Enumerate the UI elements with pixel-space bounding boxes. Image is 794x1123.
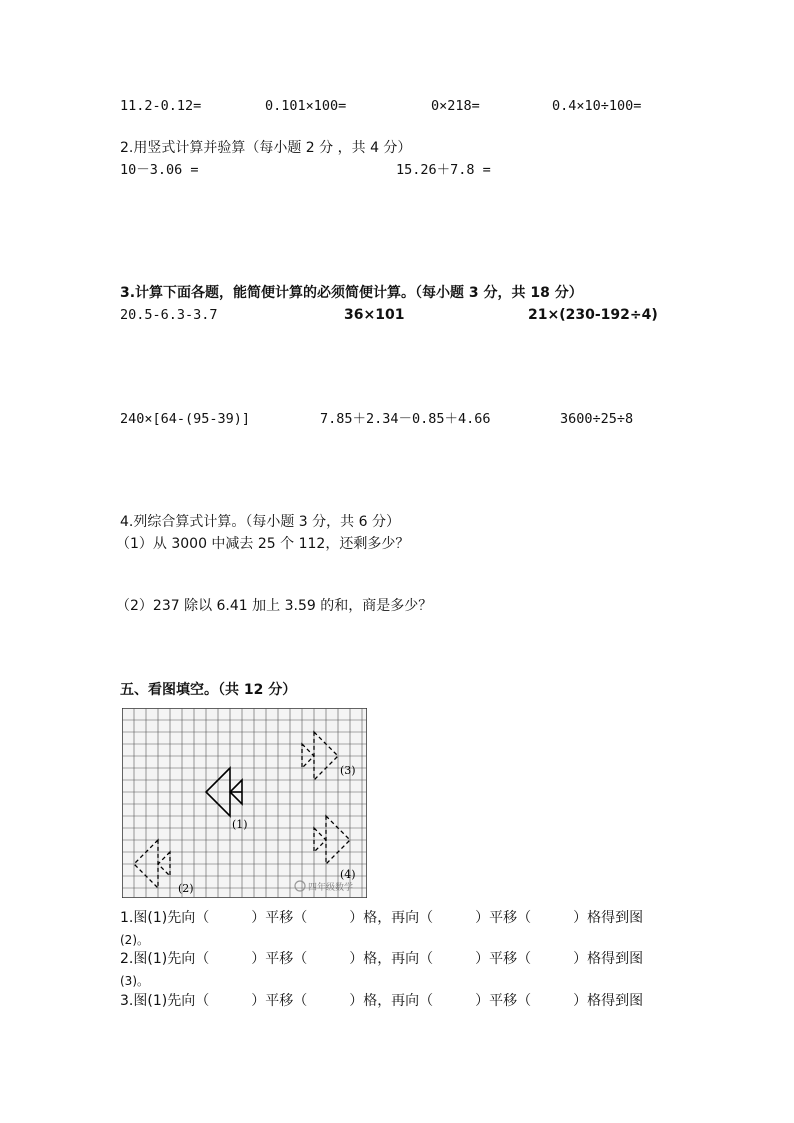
q4-item-2: （2）237 除以 6.41 加上 3.59 的和，商是多少？ (116, 598, 433, 614)
q1-expr-3: 0×218= (431, 98, 480, 114)
figure-3-label: (3) (340, 764, 356, 777)
figure-1-label: (1) (232, 818, 248, 831)
section5-title: 五、看图填空。（共 12 分） (120, 682, 297, 698)
s5-item-1-tail: (2)。 (120, 933, 149, 947)
q3-title: 3.计算下面各题，能简便计算的必须简便计算。（每小题 3 分，共 18 分） (120, 285, 583, 301)
q2-title: 2.用竖式计算并验算（每小题 2 分 ，共 4 分） (120, 140, 412, 156)
s5-item-1: 1.图(1)先向（ ）平移（ ）格，再向（ ）平移（ ）格得到图 (120, 910, 644, 926)
translation-grid-figure (122, 708, 367, 898)
q3-expr-5: 7.85＋2.34－0.85＋4.66 (320, 411, 491, 427)
q3-expr-6: 3600÷25÷8 (560, 411, 634, 427)
figure-2-label: (2) (178, 882, 194, 895)
q1-expr-1: 11.2-0.12= (120, 98, 202, 114)
s5-item-3: 3.图(1)先向（ ）平移（ ）格，再向（ ）平移（ ）格得到图 (120, 993, 644, 1009)
s5-item-2-tail: (3)。 (120, 974, 149, 988)
q2-item-2: 15.26＋7.8 = (396, 162, 491, 178)
watermark-text: 四年级数学 (308, 883, 354, 893)
q3-expr-2: 36×101 (344, 307, 405, 323)
q3-expr-4: 240×[64-(95-39)] (120, 411, 251, 427)
q3-expr-3: 21×(230-192÷4) (528, 307, 658, 323)
q1-expr-2: 0.101×100= (265, 98, 347, 114)
s5-item-2: 2.图(1)先向（ ）平移（ ）格，再向（ ）平移（ ）格得到图 (120, 951, 644, 967)
figure-4-label: (4) (340, 868, 356, 881)
q3-expr-1: 20.5-6.3-3.7 (120, 307, 218, 323)
q2-item-1: 10－3.06 = (120, 162, 199, 178)
q1-expr-4: 0.4×10÷100= (552, 98, 642, 114)
q4-item-1: （1）从 3000 中减去 25 个 112，还剩多少？ (116, 536, 410, 552)
q4-title: 4.列综合算式计算。（每小题 3 分，共 6 分） (120, 514, 400, 530)
